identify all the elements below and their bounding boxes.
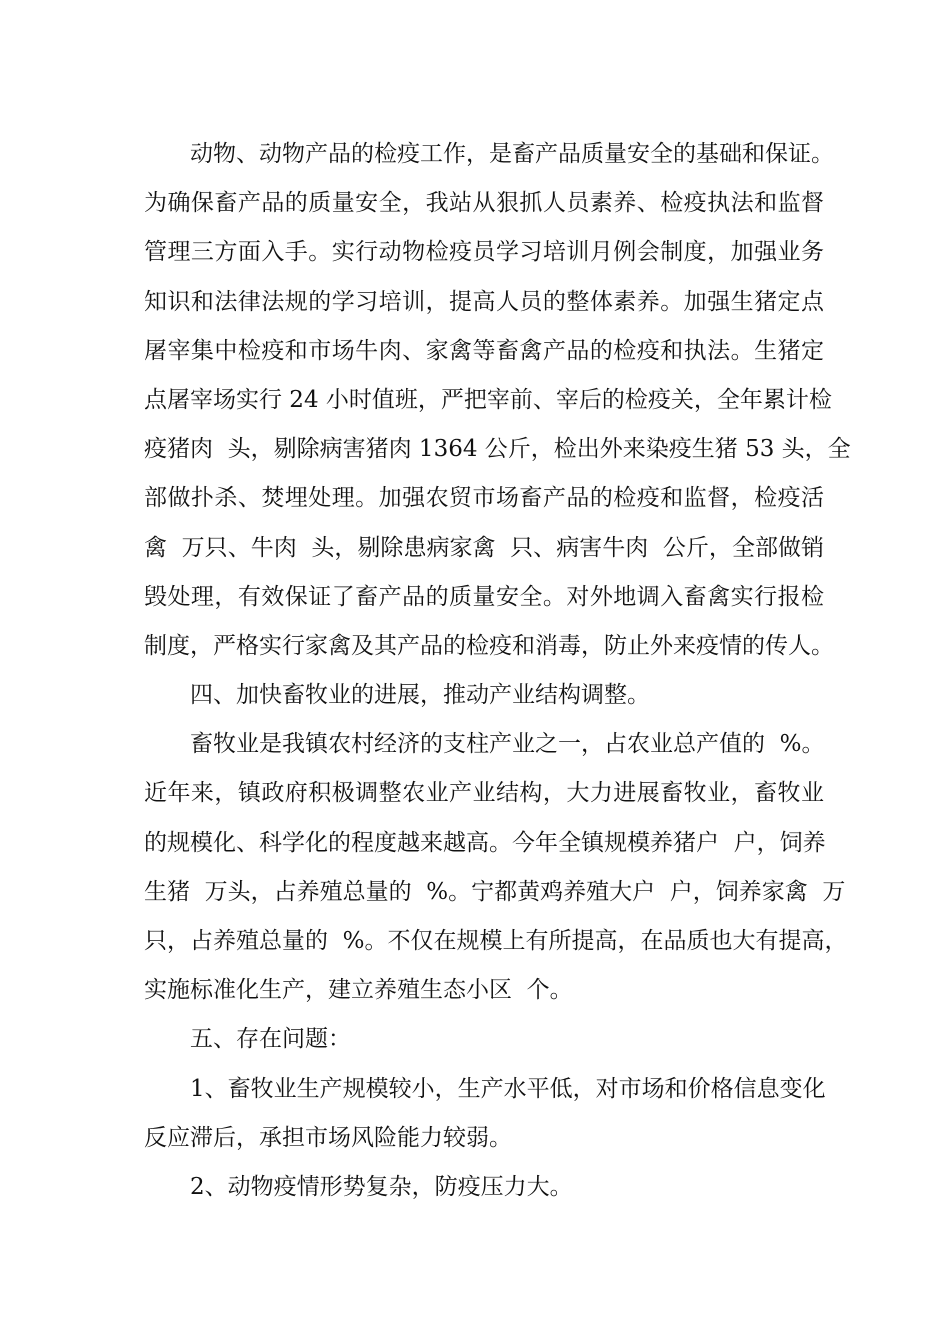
text-line: 为确保畜产品的质量安全，我站从狠抓人员素养、检疫执法和监督 (144, 190, 824, 217)
text-line: 动物、动物产品的检疫工作，是畜产品质量安全的基础和保证。 (190, 141, 834, 167)
text-line: 1、畜牧业生产规模较小，生产水平低，对市场和价格信息变化 (190, 1075, 826, 1102)
text-line: 反应滞后，承担市场风险能力较弱。 (144, 1124, 512, 1151)
text-line: 部做扑杀、焚埋处理。加强农贸市场畜产品的检疫和监督，检疫活 (144, 485, 824, 512)
text-line: 2、动物疫情形势复杂，防疫压力大。 (190, 1173, 573, 1200)
text-line: 畜牧业是我镇农村经济的支柱产业之一，占农业总产值的 %。 (190, 731, 825, 758)
text-line: 管理三方面入手。实行动物检疫员学习培训月例会制度，加强业务 (144, 239, 824, 266)
text-line: 的规模化、科学化的程度越来越高。今年全镇规模养猪户 户，饲养 (144, 829, 826, 856)
text-line: 制度，严格实行家禽及其产品的检疫和消毒，防止外来疫情的传人。 (144, 632, 834, 659)
text-line: 禽 万只、牛肉 头，剔除患病家禽 只、病害牛肉 公斤，全部做销 (144, 534, 824, 561)
section-heading: 四、加快畜牧业的进展，推动产业结构调整。 (190, 682, 650, 709)
text-line: 知识和法律法规的学习培训，提高人员的整体素养。加强生猪定点 (144, 288, 824, 315)
text-line: 毁处理，有效保证了畜产品的质量安全。对外地调入畜禽实行报检 (144, 583, 824, 610)
text-line: 屠宰集中检疫和市场牛肉、家禽等畜禽产品的检疫和执法。生猪定 (144, 337, 824, 364)
text-line: 点屠宰场实行 24 小时值班，严把宰前、宰后的检疫关，全年累计检 (144, 386, 832, 413)
text-line: 疫猪肉 头，剔除病害猪肉 1364 公斤，检出外来染疫生猪 53 头，全 (144, 436, 851, 463)
section-heading: 五、存在问题： (190, 1026, 351, 1053)
text-line: 实施标准化生产，建立养殖生态小区 个。 (144, 977, 573, 1004)
document-body (144, 130, 851, 1212)
text-line: 近年来，镇政府积极调整农业产业结构，大力进展畜牧业，畜牧业 (144, 780, 824, 807)
text-line: 只，占养殖总量的 %。不仅在规模上有所提高，在品质也大有提高， (144, 928, 848, 954)
text-line: 生猪 万头，占养殖总量的 %。宁都黄鸡养殖大户 户，饲养家禽 万 (144, 878, 846, 905)
